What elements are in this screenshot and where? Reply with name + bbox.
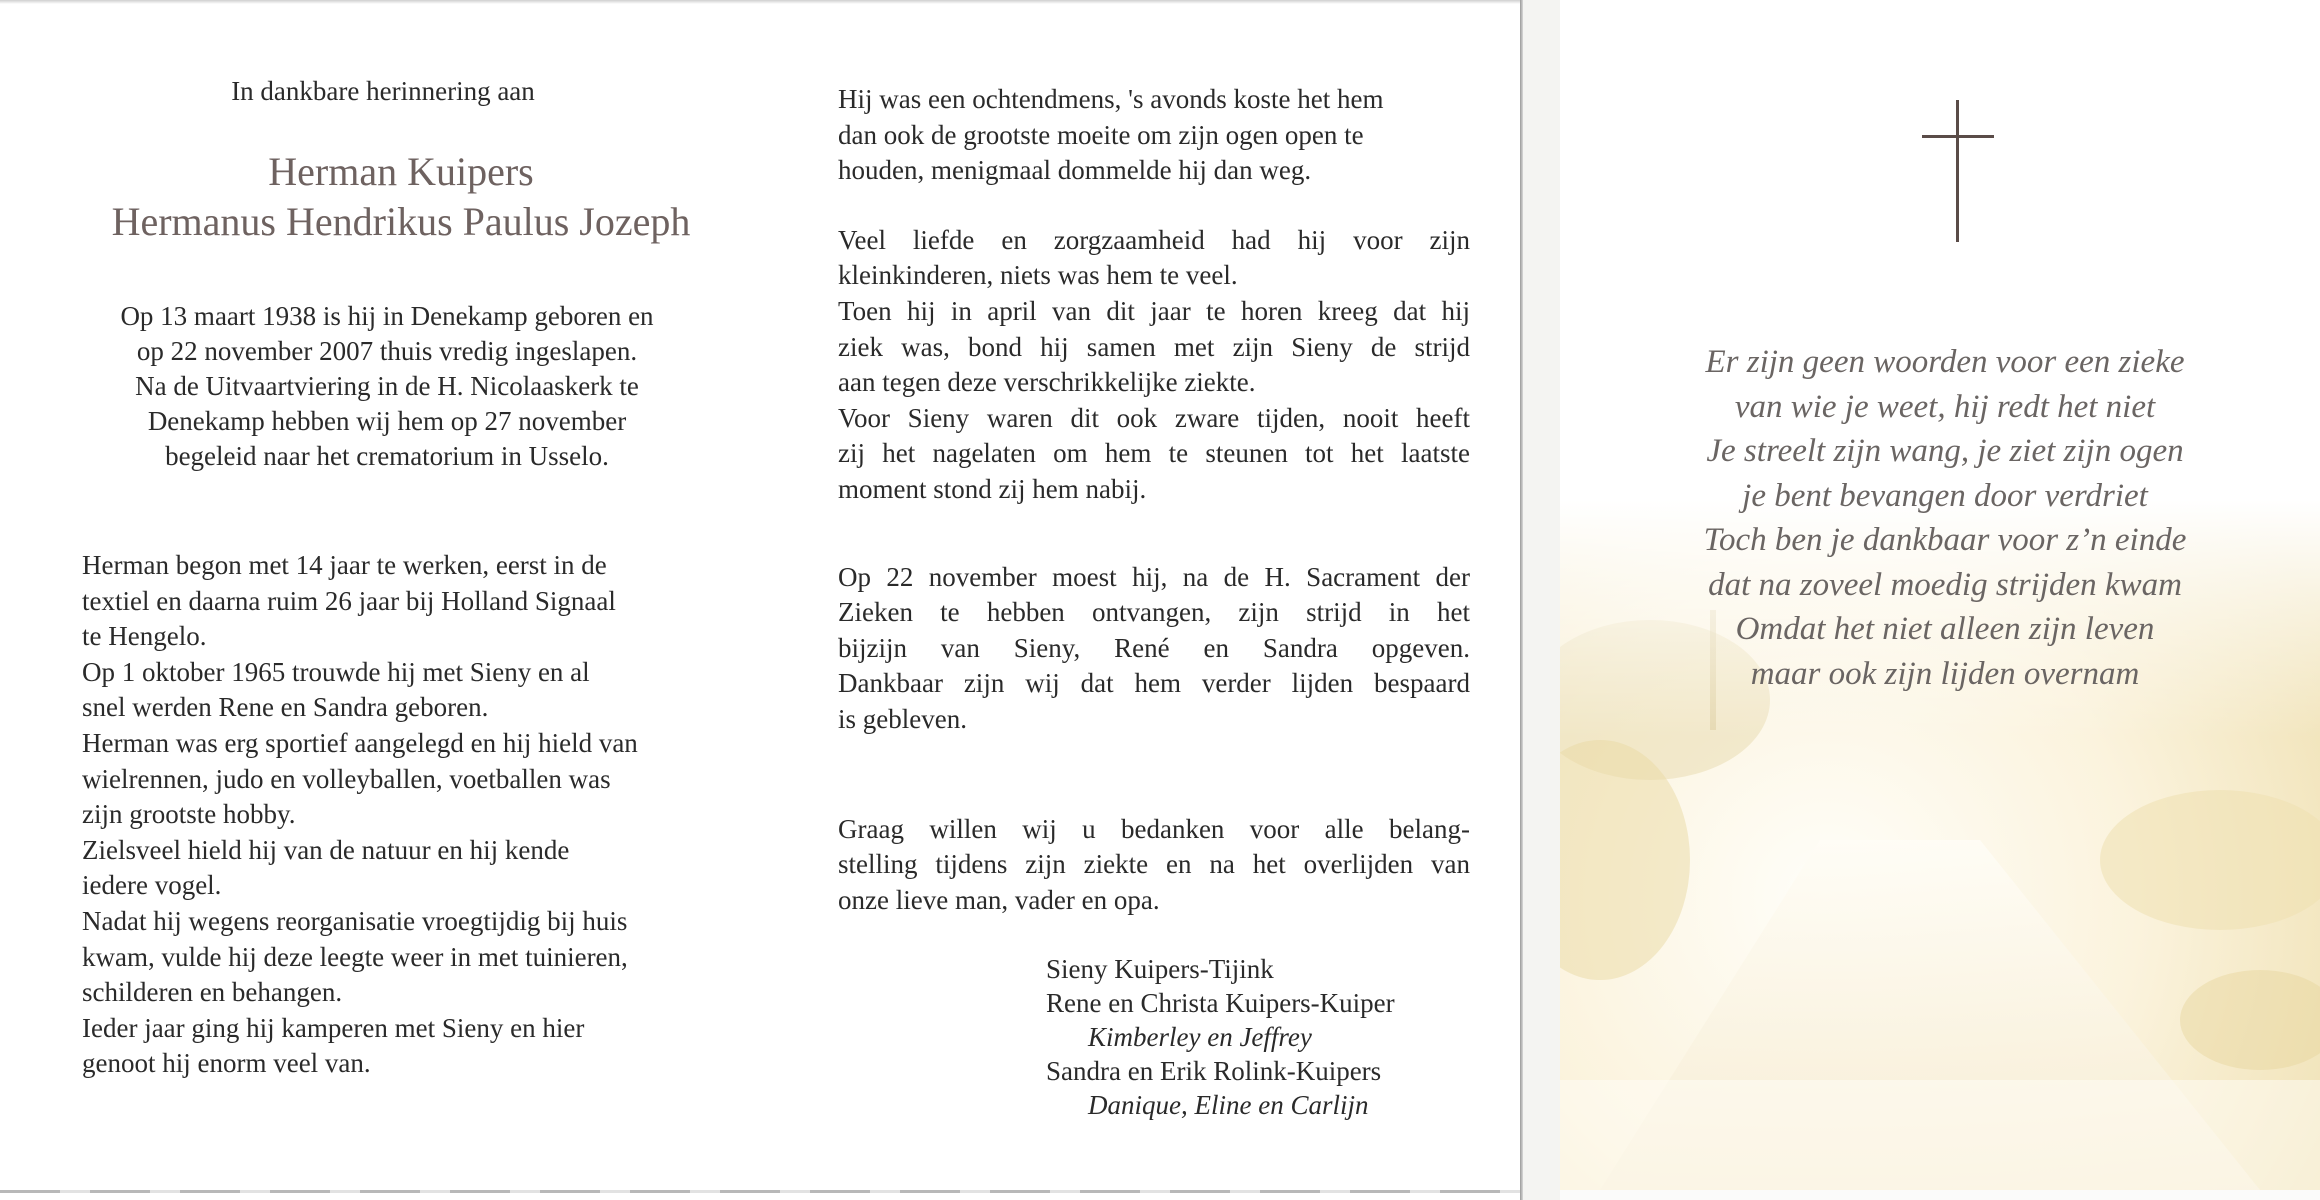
signature-line: Rene en Christa Kuipers-Kuiper xyxy=(1046,988,1395,1019)
text-line: Na de Uitvaartviering in de H. Nicolaaskerk te xyxy=(135,371,639,401)
morning-person-paragraph xyxy=(838,82,1470,189)
signature-line: Sandra en Erik Rolink-Kuipers xyxy=(1046,1056,1382,1087)
text-line: te Hengelo. xyxy=(82,621,207,652)
card-front-panel xyxy=(1560,0,2320,1190)
grandchildren-line: Kimberley en Jeffrey xyxy=(1088,1022,1312,1053)
text-line: ziek was, bond hij samen met zijn Sieny de strijd xyxy=(838,331,1470,362)
text-line: Op 22 november moest hij, na de H. Sacrament der xyxy=(838,561,1470,592)
text-line: Voor Sieny waren dit ook zware tijden, nooit heeft xyxy=(838,402,1470,433)
text-line: Herman was erg sportief aangelegd en hij hield van xyxy=(82,727,638,758)
cross-vertical-bar xyxy=(1956,100,1959,242)
text-line: op 22 november 2007 thuis vredig ingeslapen. xyxy=(136,336,638,366)
text-line: onze lieve man, vader en opa. xyxy=(838,884,1160,915)
text-line: Dankbaar zijn wij dat hem verder lijden bespaard xyxy=(838,668,1470,699)
signature-line: Sieny Kuipers-Tijink xyxy=(1046,954,1274,985)
family-signatures xyxy=(1046,952,1470,1122)
poem-line: maar ook zijn lijden overnam xyxy=(1750,655,2140,692)
text-line: Graag willen wij u bedanken voor alle belang- xyxy=(838,813,1470,844)
text-line: Denekamp hebben wij hem op 27 november xyxy=(147,406,627,436)
text-line: Veel liefde en zorgzaamheid had hij voor zijn xyxy=(838,224,1470,255)
text-line: textiel en daarna ruim 26 jaar bij Holland Signaal xyxy=(82,585,616,616)
text-line: begeleid naar het crematorium in Usselo. xyxy=(165,441,609,471)
deceased-name: Herman Kuipers xyxy=(268,149,534,194)
poem-line: je bent bevangen door verdriet xyxy=(1742,477,2148,514)
text-line: Zieken te hebben ontvangen, zijn strijd in het xyxy=(838,597,1470,628)
text-line: stelling tijdens zijn ziekte en na het overlijden van xyxy=(838,849,1470,880)
text-line: snel werden Rene en Sandra geboren. xyxy=(82,692,489,723)
biography-paragraph xyxy=(82,548,712,1082)
poem-line: van wie je weet, hij redt het niet xyxy=(1734,388,2156,425)
bottom-edge xyxy=(0,1190,1520,1193)
deceased-full-name: Hermanus Hendrikus Paulus Jozeph xyxy=(111,199,691,244)
cross-horizontal-bar xyxy=(1922,135,1994,138)
text-line: wielrennen, judo en volleyballen, voetballen was xyxy=(82,763,611,794)
life-dates-paragraph xyxy=(82,299,692,474)
text-line: Herman begon met 14 jaar te werken, eerst in de xyxy=(82,550,607,580)
text-line: Op 1 oktober 1965 trouwde hij met Sieny en al xyxy=(82,656,590,687)
top-edge xyxy=(0,0,1520,4)
panel-gap xyxy=(1523,0,1560,1200)
intro-text: In dankbare herinnering aan xyxy=(231,76,535,106)
text-line: is gebleven. xyxy=(838,703,967,734)
poem-line: dat na zoveel moedig strijden kwam xyxy=(1708,566,2182,603)
text-line: kwam, vulde hij deze leegte weer in met tuinieren, xyxy=(82,941,628,972)
text-line: genoot hij enorm veel van. xyxy=(82,1048,371,1079)
poem-line: Je streelt zijn wang, je ziet zijn ogen xyxy=(1706,433,2184,469)
text-line: schilderen en behangen. xyxy=(82,977,343,1008)
text-line: Op 13 maart 1938 is hij in Denekamp geboren en xyxy=(120,301,654,331)
memorial-poem xyxy=(1600,340,2290,696)
poem-line: Toch ben je dankbaar voor z’n einde xyxy=(1703,522,2187,558)
text-line: Nadat hij wegens reorganisatie vroegtijdig bij huis xyxy=(82,905,628,936)
thanks-paragraph xyxy=(838,812,1470,919)
text-line: kleinkinderen, niets was hem te veel. xyxy=(838,260,1238,291)
left-column xyxy=(82,76,712,1082)
text-line: iedere vogel. xyxy=(82,870,222,901)
illness-paragraph xyxy=(838,223,1470,508)
text-line: dan ook de grootste moeite om zijn ogen open te xyxy=(838,119,1364,150)
grandchildren-line: Danique, Eline en Carlijn xyxy=(1088,1090,1369,1121)
text-line: Ieder jaar ging hij kamperen met Sieny en hier xyxy=(82,1012,585,1043)
text-line: zijn grootste hobby. xyxy=(82,799,296,830)
text-line: houden, menigmaal dommelde hij dan weg. xyxy=(838,155,1312,186)
middle-column xyxy=(838,82,1470,1122)
text-line: aan tegen deze verschrikkelijke ziekte. xyxy=(838,367,1256,398)
poem-line: Omdat het niet alleen zijn leven xyxy=(1735,611,2155,647)
text-line: Zielsveel hield hij van de natuur en hij kende xyxy=(82,834,570,865)
poem-line: Er zijn geen woorden voor een zieke xyxy=(1705,344,2185,380)
text-line: zij het nagelaten om hem te steunen tot het laatste xyxy=(838,438,1470,469)
text-line: Hij was een ochtendmens, 's avonds koste het hem xyxy=(838,84,1384,114)
text-line: Toen hij in april van dit jaar te horen kreeg dat hij xyxy=(838,295,1470,326)
passing-paragraph xyxy=(838,560,1470,738)
text-line: bijzijn van Sieny, René en Sandra opgeven. xyxy=(838,632,1470,663)
text-line: moment stond zij hem nabij. xyxy=(838,473,1147,504)
